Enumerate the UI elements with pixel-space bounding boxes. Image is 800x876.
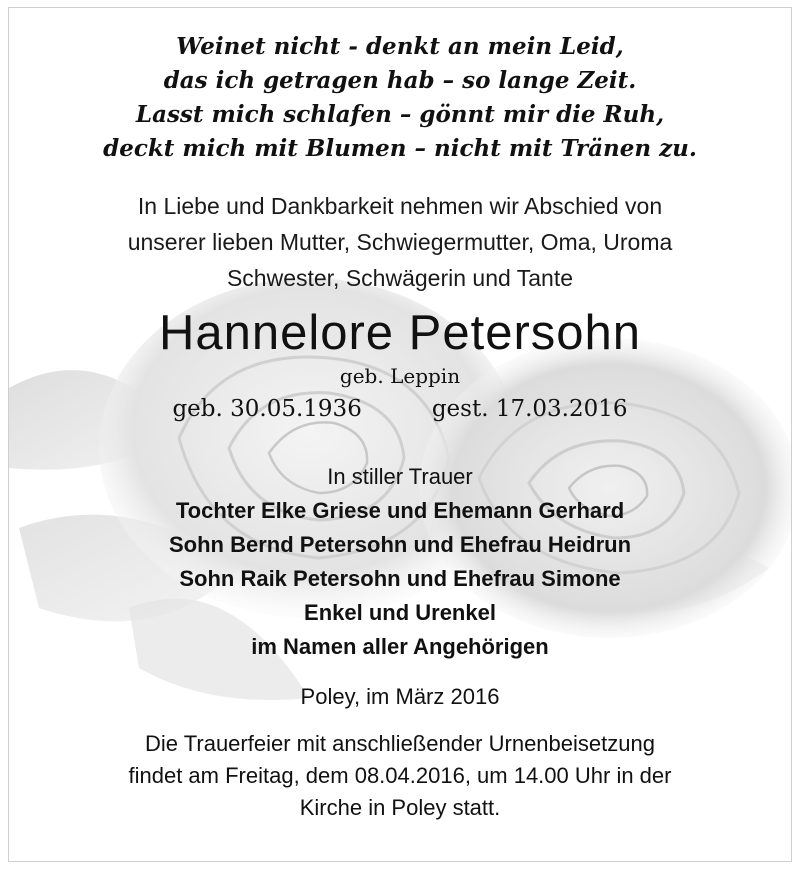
service-line: Kirche in Poley statt. (299, 795, 501, 820)
mourner-line: im Namen aller Angehörigen (251, 634, 549, 659)
mourner-line: Sohn Bernd Petersohn und Ehefrau Heidrun (168, 532, 632, 557)
farewell-intro (9, 188, 791, 296)
deceased-name: Hannelore Petersohn (158, 306, 642, 360)
service-line: findet am Freitag, dem 08.04.2016, um 14.00 Uhr in der (128, 763, 672, 788)
intro-line: Schwester, Schwägerin und Tante (226, 265, 574, 291)
service-line: Die Trauerfeier mit anschließender Urnenbeisetzung (145, 731, 655, 756)
obituary-content (9, 8, 791, 824)
place-date: Poley, im März 2016 (300, 684, 500, 709)
mourner-line: Tochter Elke Griese und Ehemann Gerhard (175, 498, 625, 523)
birth-date: geb. 30.05.1936 (172, 396, 362, 422)
birth-name: geb. Leppin (339, 364, 461, 388)
life-dates (9, 392, 791, 426)
mourner-line: Sohn Raik Petersohn und Ehefrau Simone (179, 566, 621, 591)
verse-line: Lasst mich schlafen – gönnt mir die Ruh, (135, 101, 665, 128)
mourner-line: Enkel und Urenkel (304, 600, 496, 625)
verse-line: deckt mich mit Blumen – nicht mit Tränen zu. (103, 135, 697, 162)
funeral-service-info (9, 728, 791, 824)
obituary-notice (8, 7, 792, 862)
mourning-heading: In stiller Trauer (327, 464, 473, 489)
verse-line: Weinet nicht - denkt an mein Leid, (176, 33, 624, 60)
verse-line: das ich getragen hab – so lange Zeit. (163, 67, 637, 94)
intro-line: In Liebe und Dankbarkeit nehmen wir Abschied von (137, 193, 663, 219)
death-date: gest. 17.03.2016 (431, 396, 628, 422)
mourners-list (9, 494, 791, 664)
memorial-verse (9, 8, 791, 166)
intro-line: unserer lieben Mutter, Schwiegermutter, Oma, Uroma (127, 229, 673, 255)
